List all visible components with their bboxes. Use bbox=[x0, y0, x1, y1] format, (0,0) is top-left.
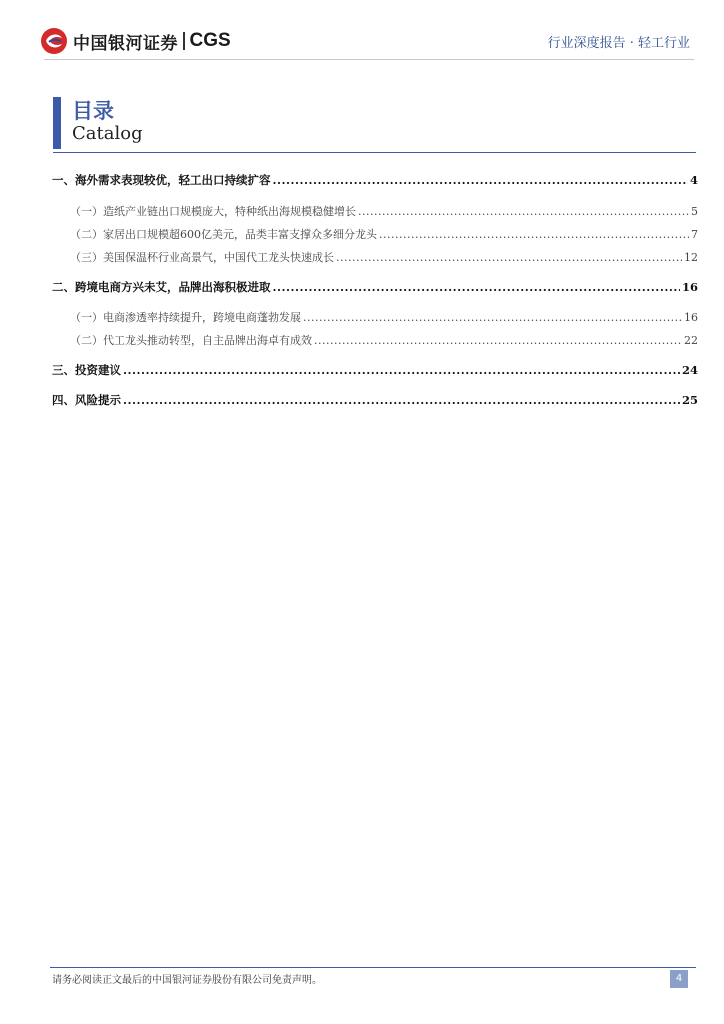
toc-entry-text: 电商渗透率持续提升，跨境电商蓬勃发展 bbox=[103, 311, 301, 324]
toc-entry[interactable] bbox=[50, 279, 698, 295]
toc-subtitle: Catalog bbox=[72, 123, 143, 144]
toc-entry-number: （二） bbox=[70, 228, 103, 241]
toc-entry-number: （三） bbox=[70, 251, 103, 264]
toc-entry[interactable] bbox=[50, 203, 698, 219]
toc-leader bbox=[123, 393, 680, 407]
toc-entry-text: 家居出口规模超600亿美元，品类丰富支撑众多细分龙头 bbox=[103, 228, 377, 241]
toc-entry-number: （二） bbox=[70, 334, 103, 347]
page-header bbox=[0, 0, 724, 60]
toc-entry[interactable] bbox=[50, 362, 698, 378]
toc-entry[interactable] bbox=[50, 226, 698, 242]
toc-entry-page: 4 bbox=[689, 173, 698, 187]
report-type: 行业深度报告 · 轻工行业 bbox=[547, 36, 690, 51]
footer-disclaimer: 请务必阅读正文最后的中国银河证券股份有限公司免责声明。 bbox=[52, 975, 322, 986]
toc-title: 目录 bbox=[72, 99, 114, 123]
toc-leader bbox=[314, 334, 682, 347]
cgs-logo-icon bbox=[40, 27, 68, 55]
toc-leader bbox=[379, 228, 689, 241]
toc-entry-page: 22 bbox=[684, 334, 698, 347]
header-divider bbox=[44, 59, 694, 60]
toc-entry-text: 跨境电商方兴未艾，品牌出海积极进取 bbox=[75, 280, 271, 294]
toc-entry-page: 7 bbox=[691, 228, 698, 241]
toc-leader bbox=[273, 173, 688, 187]
toc-entry[interactable] bbox=[50, 309, 698, 325]
toc-accent-bar bbox=[53, 97, 61, 149]
toc-entry-text: 投资建议 bbox=[75, 363, 121, 377]
toc-entry-text: 美国保温杯行业高景气，中国代工龙头快速成长 bbox=[103, 251, 334, 264]
toc-entry-number: 二、 bbox=[52, 280, 75, 294]
toc-leader bbox=[273, 280, 680, 294]
toc-entry-number: （一） bbox=[70, 205, 103, 218]
footer-divider bbox=[50, 967, 696, 968]
brand-name-en: CGS bbox=[189, 30, 231, 51]
toc-entry-number: 四、 bbox=[52, 393, 75, 407]
toc-leader bbox=[358, 205, 689, 218]
toc-entry[interactable] bbox=[50, 332, 698, 348]
toc-entry[interactable] bbox=[50, 392, 698, 408]
brand-divider bbox=[183, 32, 185, 50]
toc-entry-number: （一） bbox=[70, 311, 103, 324]
toc-entry-text: 代工龙头推动转型，自主品牌出海卓有成效 bbox=[103, 334, 312, 347]
toc-entry-page: 16 bbox=[681, 280, 698, 294]
brand-name-cn: 中国银河证券 bbox=[73, 33, 178, 54]
toc-entry[interactable] bbox=[50, 249, 698, 265]
page-number-badge: 4 bbox=[670, 970, 688, 988]
toc-entry-page: 16 bbox=[684, 311, 698, 324]
toc-entry-page: 25 bbox=[681, 393, 698, 407]
toc-entry-page: 24 bbox=[681, 363, 698, 377]
toc-entry-number: 三、 bbox=[52, 363, 75, 377]
toc-leader bbox=[336, 251, 682, 264]
brand-logo bbox=[40, 27, 231, 55]
toc-leader bbox=[123, 363, 680, 377]
toc-leader bbox=[303, 311, 682, 324]
toc-entry[interactable] bbox=[50, 172, 698, 188]
toc-entry-page: 5 bbox=[691, 205, 698, 218]
toc-title-rule bbox=[53, 152, 696, 153]
toc-entry-number: 一、 bbox=[52, 173, 75, 187]
toc-entry-text: 海外需求表现较优，轻工出口持续扩容 bbox=[75, 173, 271, 187]
toc-entry-page: 12 bbox=[684, 251, 698, 264]
toc-entry-text: 风险提示 bbox=[75, 393, 121, 407]
toc-entry-text: 造纸产业链出口规模庞大，特种纸出海规模稳健增长 bbox=[103, 205, 356, 218]
